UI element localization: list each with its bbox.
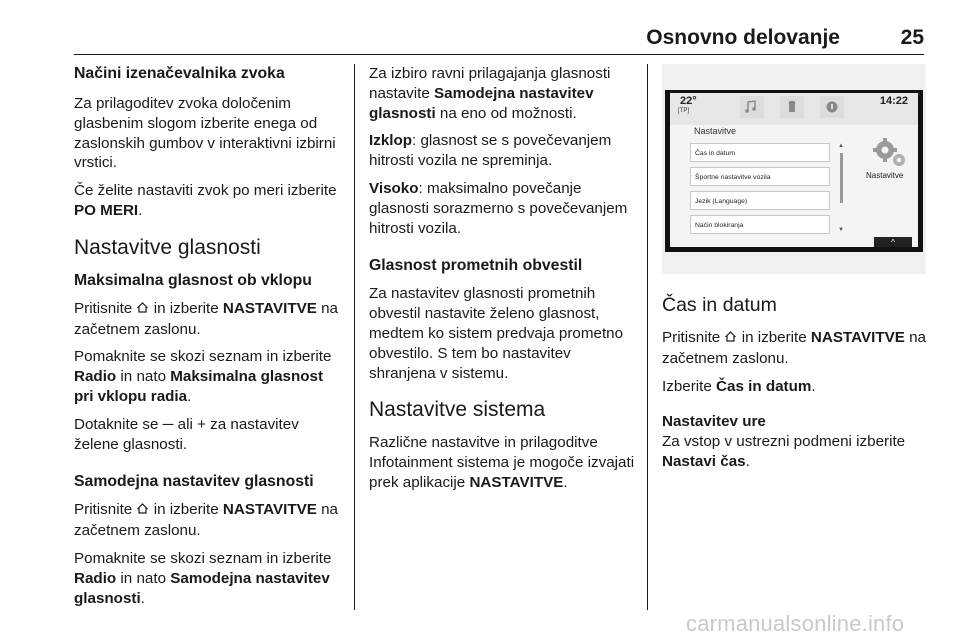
text: in izberite (149, 299, 223, 317)
clock: 14:22 (879, 95, 908, 107)
text: na začetnem zaslonu. (74, 501, 338, 540)
text: Za izbiro ravni prilagajanja glasnosti nastavite (369, 65, 611, 102)
text: Pritisnite (74, 299, 137, 317)
infotainment-screenshot (662, 64, 926, 274)
column-divider (354, 64, 355, 610)
info-tab-icon (820, 96, 844, 118)
settings-gear-icon (870, 135, 910, 176)
tp-indicator: [TP] (678, 108, 690, 114)
paragraph (369, 131, 641, 171)
text: . (140, 589, 145, 607)
text: Za prilagoditev zvoka določenim glasbenim slogom izberite enega od zaslonskih gumbov v interaktivni izbirni vrstici. (74, 95, 336, 172)
paragraph (74, 415, 346, 455)
section-heading: Načini izenačevalnika zvoka (74, 65, 285, 82)
chapter-heading: Čas in datum (662, 294, 777, 316)
text: Različne nastavitve in prilagoditve Infotainment sistema je mogoče izvajati prek aplikacije (369, 434, 635, 491)
text: na začetnem zaslonu. (74, 299, 338, 338)
plus-icon: + (197, 415, 206, 433)
bold-text: Samodejna nastavitev glasnosti (369, 84, 594, 122)
text: Pomaknite se skozi seznam in izberite (74, 348, 332, 366)
text: Če želite nastaviti zvok po meri izberite (74, 182, 337, 200)
screen-bezel (665, 90, 923, 252)
text: . (563, 473, 568, 491)
paragraph (74, 500, 346, 541)
bold-text: Radio (74, 569, 117, 587)
paragraph (74, 299, 346, 340)
bold-text: PO MERI (74, 201, 139, 219)
paragraph (369, 433, 641, 492)
bold-text: NASTAVITVE (222, 299, 317, 317)
paragraph (74, 94, 346, 173)
menu-item-sport-settings[interactable]: Športne nastavitve vozila (690, 167, 830, 186)
paragraph (74, 549, 346, 608)
paragraph (662, 377, 926, 397)
section-heading: Maksimalna glasnost ob vklopu (74, 271, 312, 289)
home-icon (136, 501, 149, 521)
bold-text: Visoko (369, 179, 419, 197)
page-header (74, 24, 924, 55)
text: . (187, 387, 192, 405)
text: Pritisnite (74, 501, 137, 519)
gear-label: Nastavitve (866, 171, 904, 180)
text: in izberite (149, 501, 223, 519)
subsection-heading: Nastavitev ure (662, 413, 766, 431)
menu-item-language[interactable]: Jezik (Language) (690, 191, 830, 210)
scroll-up-icon[interactable]: ▲ (838, 143, 844, 149)
audio-tab-icon (740, 96, 764, 118)
bold-text: NASTAVITVE (222, 501, 317, 519)
bold-text: Čas in datum (716, 377, 812, 395)
chapter-heading: Nastavitve glasnosti (74, 235, 261, 259)
column-2 (369, 64, 641, 501)
text: : glasnost se s povečevanjem hitrosti vozila ne spreminja. (369, 132, 612, 170)
text: in nato (116, 569, 171, 587)
paragraph (74, 181, 346, 221)
text: Za vstop v ustrezni podmeni izberite (662, 433, 906, 451)
menu-item-time-date[interactable]: Čas in datum (690, 143, 830, 162)
minus-icon: ─ (162, 415, 174, 433)
text: Dotaknite se (74, 415, 163, 433)
column-3 (662, 292, 926, 480)
column-1 (74, 64, 346, 616)
chapter-heading: Nastavitve sistema (369, 398, 546, 422)
text: in nato (116, 368, 171, 386)
text: ali (173, 415, 198, 433)
page-number: 25 (900, 26, 924, 49)
bold-text: Nastavi čas (662, 452, 746, 470)
text: za nastavitev želene glasnosti. (74, 415, 299, 453)
screen-title: Nastavitve (694, 126, 737, 136)
text: Za nastavitev glasnosti prometnih obvestil nastavite želeno glasnost, medtem ko sistem predvaja prometno obvestilo. S tem bo nastavitev shranjena v sistemu. (369, 285, 624, 382)
paragraph (369, 64, 641, 123)
column-divider (647, 64, 648, 610)
bold-text: Samodejna nastavitev glasnosti (74, 569, 330, 607)
phone-tab-icon (780, 96, 804, 118)
text: . (138, 201, 143, 219)
status-bar (670, 93, 918, 125)
bold-text: NASTAVITVE (469, 473, 564, 491)
bold-text: Maksimalna glasnost pri vklopu radia (74, 368, 324, 405)
text: Pomaknite se skozi seznam in izberite (74, 549, 332, 567)
text: in izberite (737, 329, 811, 346)
screen-display (670, 93, 918, 247)
paragraph (369, 284, 641, 383)
home-icon (136, 300, 149, 320)
text: Izberite (662, 377, 717, 395)
text: na začetnem zaslonu. (662, 329, 926, 367)
section-heading: Samodejna nastavitev glasnosti (74, 473, 314, 491)
paragraph (74, 347, 346, 406)
section-heading: Glasnost prometnih obvestil (369, 257, 583, 275)
header-title: Osnovno delovanje (646, 26, 840, 49)
scroll-down-icon[interactable]: ▼ (838, 227, 844, 233)
menu-item-lock-mode[interactable]: Način blokiranja (690, 215, 830, 234)
text: na eno od možnosti. (435, 104, 577, 122)
paragraph (662, 328, 926, 369)
text: : maksimalno povečanje glasnosti sorazmerno s povečevanjem hitrosti vozila. (369, 179, 628, 237)
watermark: carmanualsonline.info (686, 611, 905, 636)
bold-text: Radio (74, 368, 117, 386)
text: Pritisnite (662, 329, 725, 346)
paragraph (662, 432, 926, 472)
bold-text: NASTAVITVE (810, 329, 905, 346)
scrollbar[interactable] (840, 153, 843, 203)
text: . (745, 452, 750, 470)
home-icon (724, 329, 737, 349)
temperature: 22° (680, 95, 697, 107)
bold-text: Izklop (369, 132, 413, 150)
text: . (811, 377, 816, 395)
collapse-button[interactable]: ^ (874, 237, 912, 247)
paragraph (369, 179, 641, 238)
